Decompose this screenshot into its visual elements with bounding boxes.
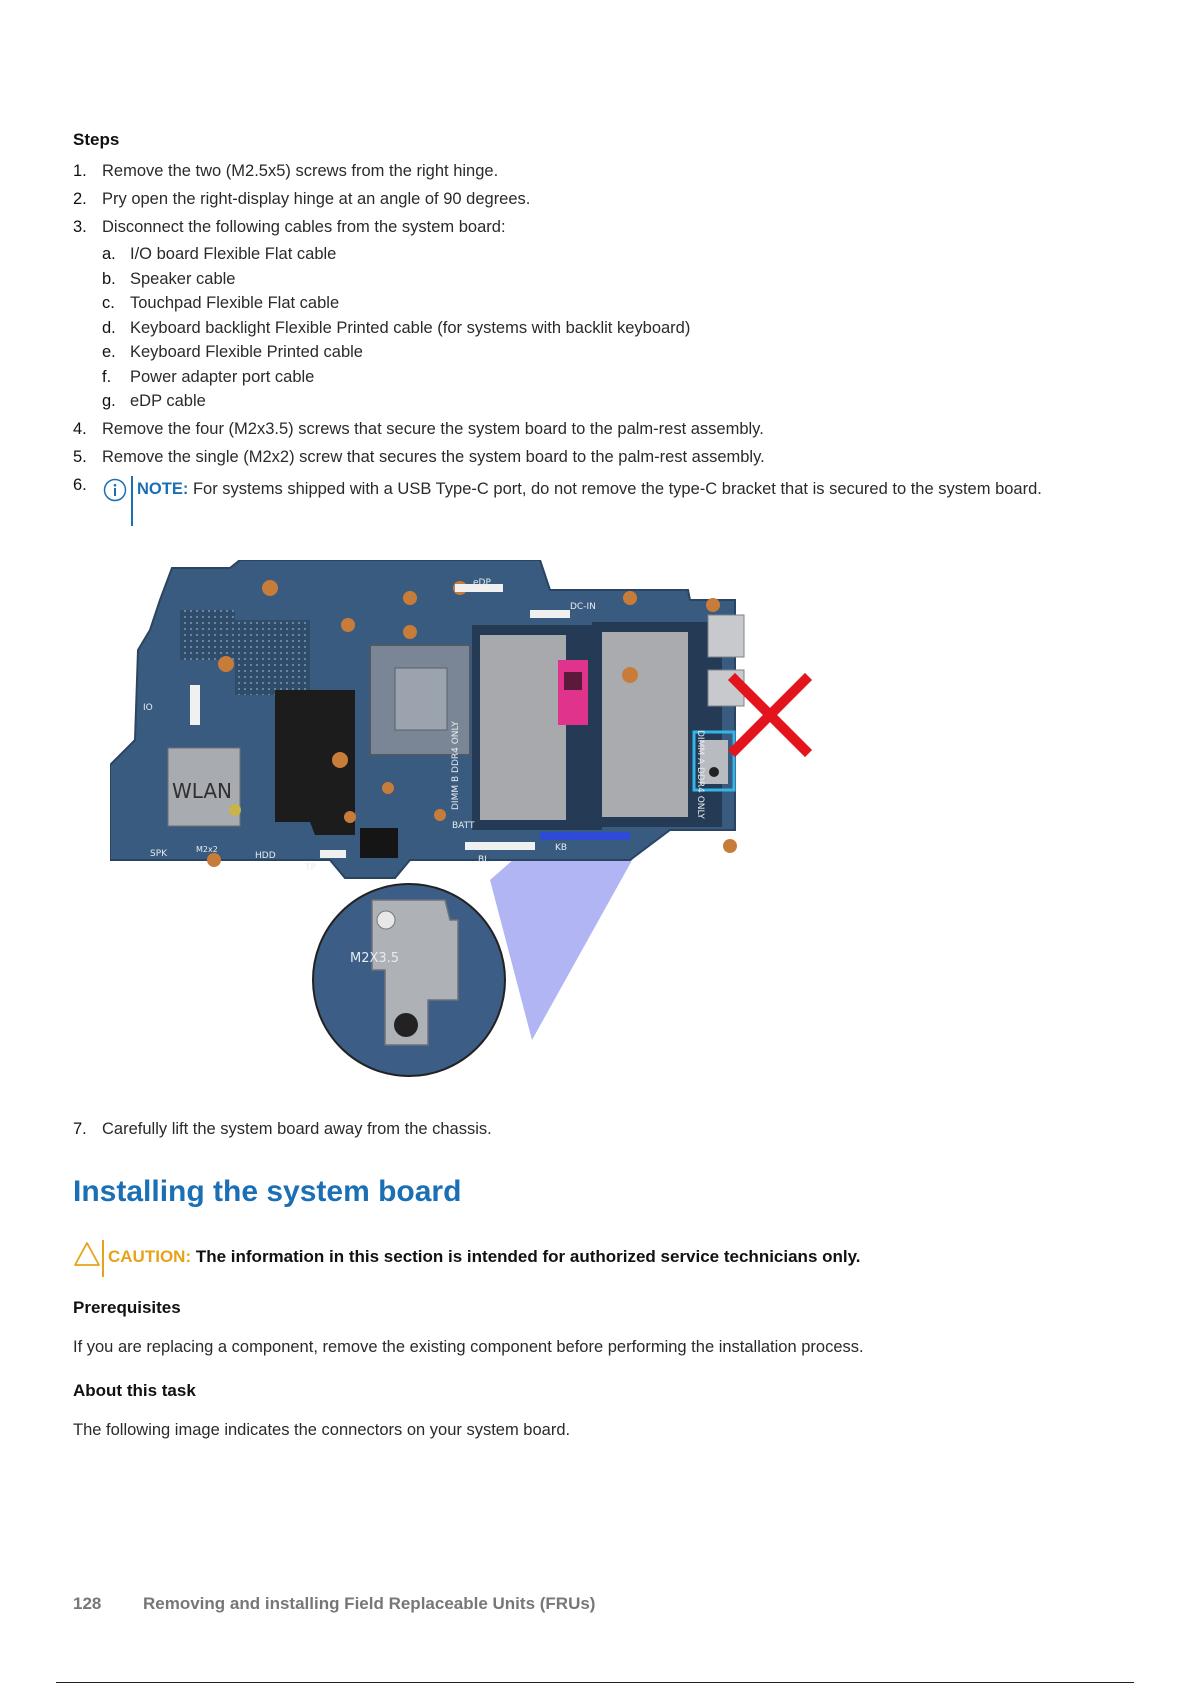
step-text: Disconnect the following cables from the system board:: [102, 218, 506, 236]
step-number: 7.: [73, 1120, 87, 1138]
step-number: 2.: [73, 190, 87, 208]
system-board-illustration: [110, 560, 890, 1090]
dimm-b-label: DIMM B DDR4 ONLY: [451, 721, 461, 810]
io-label: IO: [143, 703, 153, 713]
cable-text: I/O board Flexible Flat cable: [130, 245, 337, 263]
steps-heading: Steps: [73, 130, 120, 149]
screw-pad: [623, 591, 637, 605]
screw-pad: [332, 752, 348, 768]
caution-label: CAUTION:: [108, 1247, 192, 1266]
m2x2-label: M2x2: [196, 845, 218, 854]
screw-pad: [218, 656, 234, 672]
kb-connector: [540, 832, 630, 840]
screw-pad: [262, 580, 278, 596]
cable-text: Keyboard Flexible Printed cable: [130, 343, 363, 361]
spk-label: SPK: [150, 849, 168, 859]
screw: [709, 767, 719, 777]
cable-text: Keyboard backlight Flexible Printed cable (for systems with backlit keyboard): [130, 319, 691, 337]
note-label: NOTE:: [137, 480, 189, 498]
note-text: [137, 476, 1137, 502]
cable-item-g: [102, 392, 206, 411]
screw-pad: [434, 809, 446, 821]
note-divider: [131, 476, 133, 526]
step-6: [73, 476, 102, 495]
kb-label: KB: [555, 843, 568, 853]
step-number: 6.: [73, 476, 87, 494]
step-7: [73, 1120, 492, 1139]
dimm-b-module: [480, 635, 566, 820]
bl-connector: [465, 842, 535, 850]
cable-text: Power adapter port cable: [130, 368, 315, 386]
info-icon: [103, 478, 127, 502]
about-heading: About this task: [73, 1381, 196, 1400]
cpu-die: [395, 668, 447, 730]
cable-text: eDP cable: [130, 392, 206, 410]
screw-pad: [403, 591, 417, 605]
dcin-label: DC-IN: [570, 602, 596, 612]
edp-label: eDP: [473, 578, 491, 588]
zoom-screw-label: M2X3.5: [350, 951, 400, 966]
tp-label: TP: [305, 863, 316, 873]
red-x-icon: [735, 680, 805, 750]
cable-letter: f.: [102, 368, 112, 386]
cable-letter: e.: [102, 343, 116, 361]
step-number: 4.: [73, 420, 87, 438]
zoom-inset: [313, 884, 505, 1076]
dimm-a-label: DIMM A DDR4 ONLY: [695, 730, 705, 819]
dc-in-connector: [530, 610, 570, 618]
screw-pad: [403, 625, 417, 639]
note-body: For systems shipped with a USB Type-C port, do not remove the type-C bracket that is secured to the system board.: [192, 480, 1042, 498]
step-number: 1.: [73, 162, 87, 180]
qr-code: [564, 672, 582, 690]
cable-item-b: [102, 270, 236, 289]
caution-body: The information in this section is intended for authorized service technicians only.: [195, 1247, 861, 1266]
caution-callout: [73, 1240, 1123, 1280]
caution-divider: [102, 1240, 104, 1277]
step-number: 3.: [73, 218, 87, 236]
cable-item-a: [102, 245, 336, 264]
screw-pad: [622, 667, 638, 683]
batt-label: BATT: [452, 821, 475, 831]
footer-chapter-title: Removing and installing Field Replaceable Units (FRUs): [143, 1594, 596, 1613]
step-1: [73, 162, 498, 181]
section-title: Installing the system board: [73, 1175, 462, 1208]
cable-text: Speaker cable: [130, 270, 236, 288]
qr-sticker: [558, 660, 588, 725]
screw-pad: [229, 804, 241, 816]
cable-item-c: [102, 294, 339, 313]
cable-item-d: [102, 319, 690, 338]
dimm-a-module: [602, 632, 688, 817]
hdd-label: HDD: [255, 851, 276, 861]
step-text: Remove the two (M2.5x5) screws from the right hinge.: [102, 162, 499, 180]
prerequisites-text: If you are replacing a component, remove the existing component before performing the installation process.: [73, 1338, 864, 1356]
cable-text: Touchpad Flexible Flat cable: [130, 294, 340, 312]
screw-pad: [706, 598, 720, 612]
step-3: [73, 218, 506, 237]
chip-pattern: [235, 620, 310, 695]
cable-letter: g.: [102, 392, 116, 410]
tp-connector: [320, 850, 346, 858]
usb-port: [708, 615, 744, 657]
cable-item-e: [102, 343, 363, 362]
caution-text: [108, 1247, 861, 1267]
cable-item-f: [102, 368, 314, 387]
step-4: [73, 420, 764, 439]
step-text: Pry open the right-display hinge at an angle of 90 degrees.: [102, 190, 531, 208]
cable-letter: a.: [102, 245, 116, 263]
cable-letter: d.: [102, 319, 116, 337]
screw-pad: [341, 618, 355, 632]
prerequisites-heading: Prerequisites: [73, 1298, 181, 1317]
screw-pad: [723, 839, 737, 853]
screw-pad: [344, 811, 356, 823]
step-text: Carefully lift the system board away from the chassis.: [102, 1120, 492, 1138]
step-2: [73, 190, 530, 209]
wlan-label: WLAN: [172, 779, 233, 803]
cable-letter: b.: [102, 270, 116, 288]
system-board-figure: [110, 560, 890, 1090]
warning-icon: [73, 1240, 101, 1268]
footer-rule: [56, 1682, 1134, 1683]
screw-pad: [382, 782, 394, 794]
bl-label: BL: [478, 855, 490, 865]
step-number: 5.: [73, 448, 87, 466]
page-number: 128: [73, 1594, 102, 1613]
step-text: Remove the four (M2x3.5) screws that secure the system board to the palm-rest assembly.: [102, 420, 764, 438]
screw-pad: [207, 853, 221, 867]
about-text: The following image indicates the connectors on your system board.: [73, 1421, 571, 1439]
cable-letter: c.: [102, 294, 115, 312]
io-connector: [190, 685, 200, 725]
step-text: Remove the single (M2x2) screw that secures the system board to the palm-rest assembly.: [102, 448, 765, 466]
insulation-film: [360, 828, 398, 858]
chip-pattern: [180, 610, 235, 660]
step-5: [73, 448, 765, 467]
